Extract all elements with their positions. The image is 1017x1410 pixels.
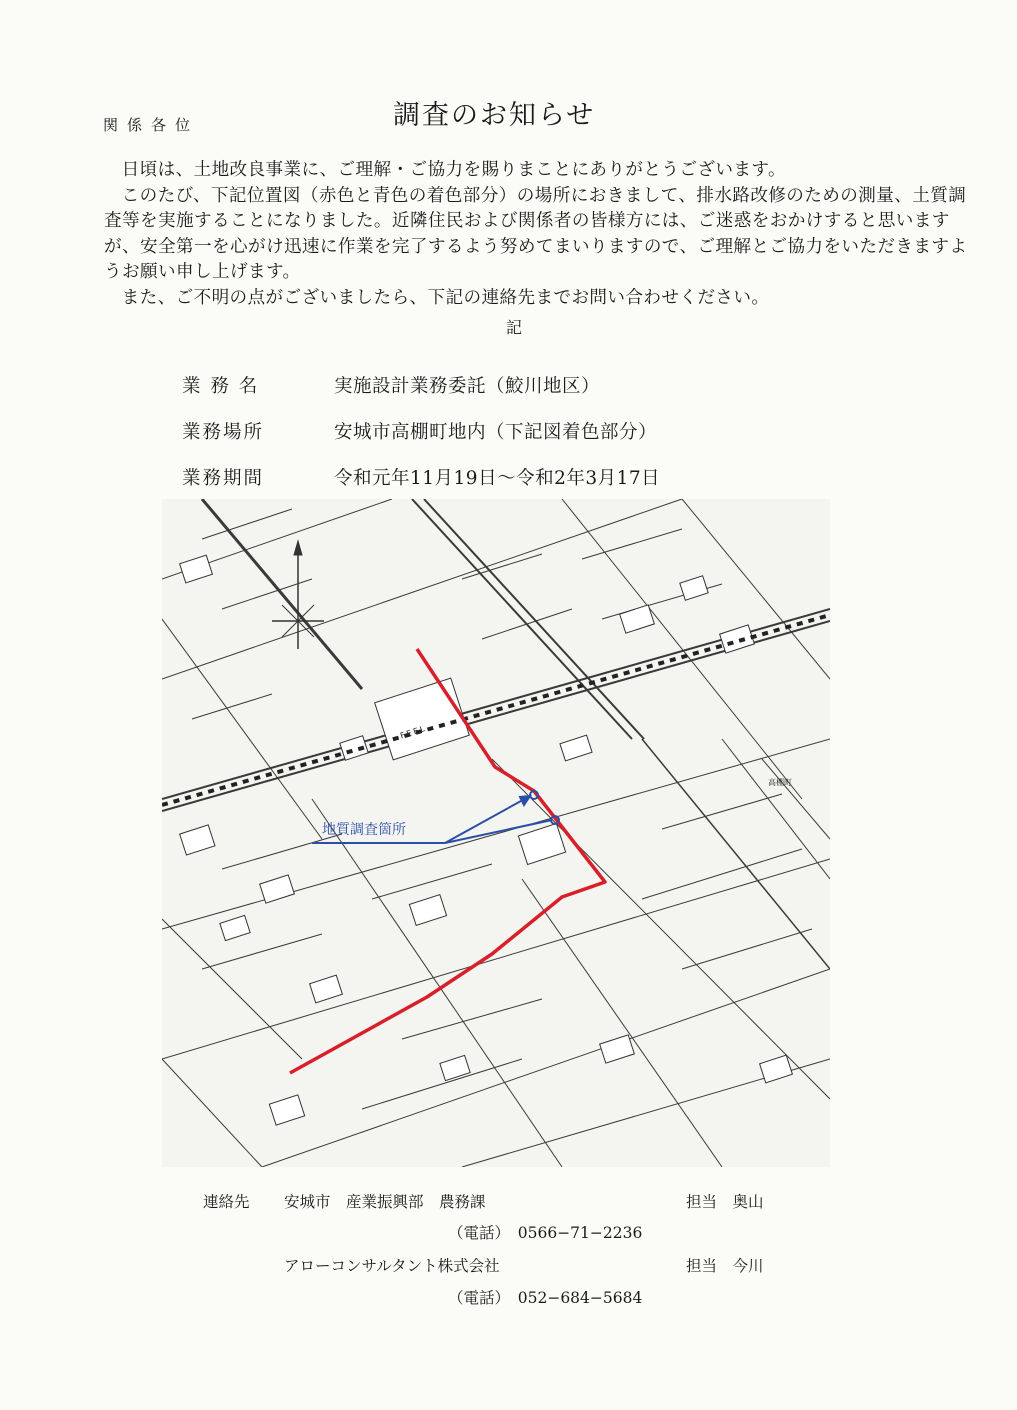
work-details [182, 362, 660, 500]
paragraph-greeting: 日頃は、土地改良事業に、ご理解・ご協力を賜りまことにありがとうございます。 [121, 160, 786, 180]
contact-org-city: 安城市 産業振興部 農務課 [284, 1193, 486, 1211]
contact-person-consultant: 担当 今川 [686, 1257, 764, 1275]
map-svg [162, 499, 830, 1167]
contact-heading: 連絡先 [203, 1193, 250, 1211]
location-map [162, 499, 830, 1167]
item-row-period [182, 454, 660, 500]
notice-body [104, 158, 984, 311]
item-value: 令和元年11月19日～令和2年3月17日 [334, 468, 661, 489]
contact-person-city: 担当 奥山 [686, 1193, 764, 1211]
ki-heading: 記 [506, 318, 523, 337]
area-label: 高棚町 [768, 778, 792, 787]
survey-location-label: 地質調査箇所 [322, 822, 406, 838]
railway [162, 615, 830, 805]
item-value: 実施設計業務委託（鮫川地区） [334, 376, 601, 397]
item-label: 業務場所 [182, 422, 265, 443]
item-row-location [182, 408, 660, 454]
contact-phone-city: （電話） 0566−71−2236 [448, 1224, 643, 1242]
paragraph-inquiry: また、ご不明の点がございましたら、下記の連絡先までお問い合わせください。 [121, 287, 770, 308]
item-label: 業 務 名 [182, 376, 260, 397]
item-label: 業務期間 [182, 468, 265, 489]
addressee: 関係各位 [103, 116, 200, 134]
contact-org-consultant: アローコンサルタント株式会社 [284, 1257, 500, 1275]
building-label: FEEL [399, 723, 428, 741]
item-value: 安城市高棚町地内（下記図着色部分） [334, 422, 658, 443]
page-title: 調査のお知らせ [393, 100, 596, 131]
paragraph-survey-notice: このたび、下記位置図（赤色と青色の着色部分）の場所におきまして、排水路改修のための測量、土質調査等を実施することになりました。近隣住民および関係者の皆様方には、ご迷惑をおかけすると思いますが、安全第一を心がけ迅速に作業を完了するよう努めてまいりますので、ご理解とご協力をいただきますようお願い申し上げます。 [104, 185, 968, 282]
contact-phone-consultant: （電話） 052−684−5684 [448, 1289, 643, 1307]
item-row-name [182, 362, 660, 408]
